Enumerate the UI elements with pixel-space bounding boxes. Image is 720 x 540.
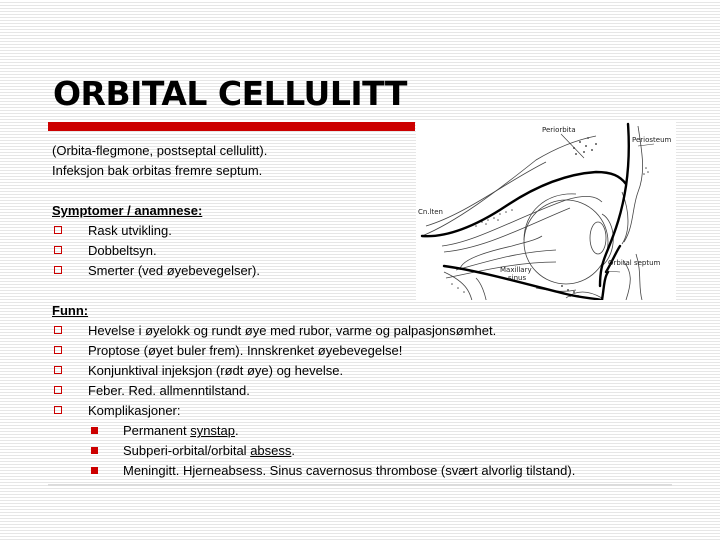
section-heading-findings: Funn: — [52, 303, 89, 318]
section-heading-symptoms: Symptomer / anamnese: — [52, 203, 203, 218]
list-item-text: Smerter (ved øyebevegelser). — [88, 263, 260, 278]
label-periorbita: Periorbita — [542, 126, 576, 134]
sub-list-item-text: Permanent — [123, 423, 191, 438]
hyperlink-absess[interactable]: absess — [250, 443, 292, 458]
hollow-square-bullet-icon — [54, 346, 62, 354]
list-item-text: Konjunktival injeksjon (rødt øye) og hevelse. — [88, 363, 344, 378]
sub-list-item — [52, 441, 692, 461]
label-maxillary: Maxillary — [500, 266, 532, 274]
hyperlink-synstap[interactable]: synstap — [190, 423, 236, 438]
list-item-text: Dobbeltsyn. — [88, 243, 157, 258]
title-underline-bar — [48, 122, 415, 131]
sub-list-item-text: Subperi-orbital/orbital — [123, 443, 251, 458]
hollow-square-bullet-icon — [54, 386, 62, 394]
label-muscle: Cn.lten — [418, 208, 443, 216]
hollow-square-bullet-icon — [54, 326, 62, 334]
sub-list-item — [52, 421, 692, 441]
sub-list-item — [52, 461, 692, 481]
list-item — [52, 221, 692, 241]
list-item-text: Rask utvikling. — [88, 223, 172, 238]
hollow-square-bullet-icon — [54, 406, 62, 414]
hollow-square-bullet-icon — [54, 246, 62, 254]
filled-square-bullet-icon — [91, 427, 98, 434]
list-item — [52, 401, 692, 421]
bottom-divider — [48, 484, 672, 486]
list-item — [52, 361, 692, 381]
list-item-text: Feber. Red. allmenntilstand. — [88, 383, 250, 398]
filled-square-bullet-icon — [91, 447, 98, 454]
intro-line: (Orbita-flegmone, postseptal cellulitt). — [52, 143, 268, 158]
hollow-square-bullet-icon — [54, 366, 62, 374]
sub-list-item-text-end: . — [235, 423, 239, 438]
list-item — [52, 261, 692, 281]
slide-title: ORBITAL CELLULITT — [53, 74, 407, 113]
sub-list-item-text: Meningitt. Hjerneabsess. Sinus cavernosus thrombose (svært alvorlig tilstand). — [123, 463, 576, 478]
list-item-text: Proptose (øyet buler frem). Innskrenket øyebevegelse! — [88, 343, 403, 358]
filled-square-bullet-icon — [91, 467, 98, 474]
label-periosteum: Periosteum — [632, 136, 672, 144]
hollow-square-bullet-icon — [54, 226, 62, 234]
list-item-text: Komplikasjoner: — [88, 403, 181, 418]
list-item — [52, 381, 692, 401]
list-item-text: Hevelse i øyelokk og rundt øye med rubor, varme og palpasjonsømhet. — [88, 323, 497, 338]
intro-line: Infeksjon bak orbitas fremre septum. — [52, 163, 263, 178]
list-item — [52, 321, 692, 341]
slide-body — [52, 141, 692, 481]
hollow-square-bullet-icon — [54, 266, 62, 274]
list-item — [52, 241, 692, 261]
list-item — [52, 341, 692, 361]
label-sinus: sinus — [508, 274, 527, 282]
sub-list-item-text-end: . — [291, 443, 296, 458]
label-orbital-septum: Orbital septum — [608, 259, 661, 267]
